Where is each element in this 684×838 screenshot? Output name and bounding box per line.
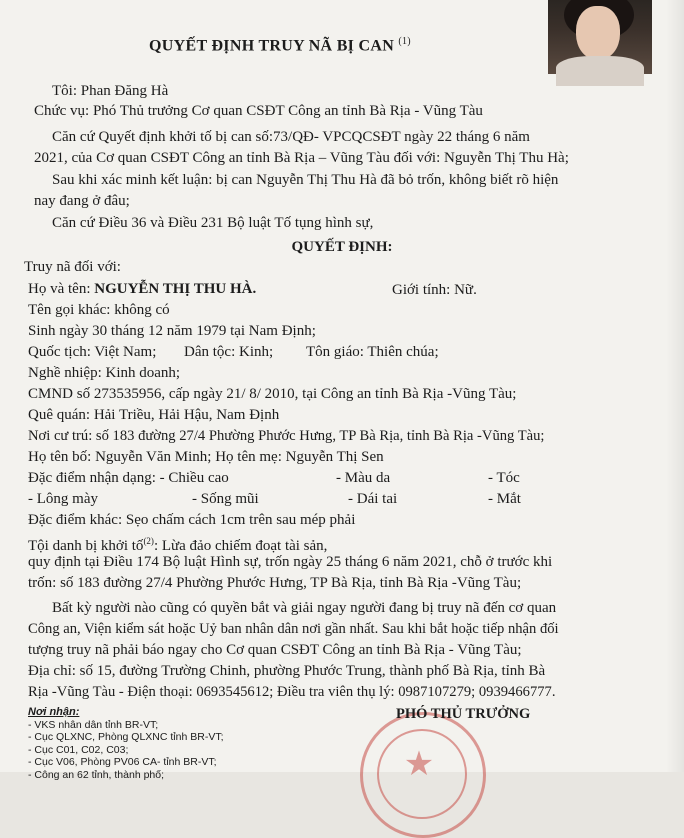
dac-diem-dai-tai: - Dái tai bbox=[348, 491, 398, 507]
quoc-tich: Quốc tịch: Việt Nam; bbox=[28, 344, 157, 360]
dac-diem-khac: Đặc điểm khác: Sẹo chấm cách 1cm trên sau mép phải bbox=[28, 512, 356, 528]
dac-diem-chieu-cao: Đặc điểm nhận dạng: - Chiều cao bbox=[28, 470, 229, 486]
ten-goi-khac: Tên gọi khác: không có bbox=[28, 302, 170, 318]
document-title bbox=[0, 36, 560, 55]
bat-ky-b: Công an, Viện kiểm sát hoặc Uỷ ban nhân dân nơi gần nhất. Sau khi bắt hoặc tiếp nhận đối bbox=[28, 621, 559, 637]
dac-diem-long-may: - Lông mày bbox=[28, 491, 98, 507]
ho-ten-label: Họ và tên: bbox=[28, 281, 95, 297]
gioi-tinh: Giới tính: Nữ. bbox=[392, 282, 477, 298]
toi-danh-line bbox=[28, 532, 327, 555]
recipient-item: - Cục QLXNC, Phòng QLXNC tỉnh BR-VT; bbox=[28, 731, 224, 743]
toi-danh-footnote: (2) bbox=[143, 536, 154, 546]
dia-chi-a: Địa chỉ: số 15, đường Trường Chinh, phường Phước Trung, thành phố Bà Rịa, tỉnh Bà bbox=[28, 663, 546, 679]
dac-diem-mat: - Mắt bbox=[488, 491, 521, 507]
cha-me: Họ tên bố: Nguyễn Văn Minh; Họ tên mẹ: Nguyễn Thị Sen bbox=[28, 449, 384, 465]
dac-diem-song-mui: - Sống mũi bbox=[192, 491, 259, 507]
dan-toc: Dân tộc: Kinh; bbox=[184, 344, 274, 360]
title-text: QUYẾT ĐỊNH TRUY NÃ BỊ CAN bbox=[149, 37, 395, 55]
recipients-block bbox=[28, 706, 224, 781]
title-footnote: (1) bbox=[398, 36, 411, 47]
ho-ten-line bbox=[28, 280, 256, 298]
can-cu-1b: 2021, của Cơ quan CSĐT Công an tỉnh Bà Rịa – Vũng Tàu đối với: Nguyễn Thị Thu Hà; bbox=[34, 150, 569, 166]
can-cu-2: Căn cứ Điều 36 và Điều 231 Bộ luật Tố tụng hình sự, bbox=[52, 215, 374, 231]
decision-heading: QUYẾT ĐỊNH: bbox=[291, 239, 393, 255]
truy-na-line: Truy nã đối với: bbox=[24, 259, 121, 275]
recipient-item: - Cục V06, Phòng PV06 CA- tỉnh BR-VT; bbox=[28, 756, 217, 768]
xac-minh-b: nay đang ở đâu; bbox=[34, 193, 130, 209]
dac-diem-toc: - Tóc bbox=[488, 470, 520, 486]
signature-title: PHÓ THỦ TRƯỞNG bbox=[396, 706, 531, 722]
recipient-item: - VKS nhân dân tỉnh BR-VT; bbox=[28, 718, 159, 731]
can-cu-1a: Căn cứ Quyết định khởi tố bị can số:73/QĐ- VPCQCSĐT ngày 22 tháng 6 năm bbox=[52, 129, 530, 145]
suspect-photo bbox=[548, 0, 652, 74]
recipient-item: - Cục C01, C02, C03; bbox=[28, 743, 129, 756]
dac-diem-mau-da: - Màu da bbox=[336, 470, 391, 486]
official-stamp bbox=[360, 712, 486, 838]
nghe-nghiep: Nghề nhiệp: Kinh doanh; bbox=[28, 365, 181, 381]
toi-line: Tôi: Phan Đăng Hà bbox=[52, 83, 169, 99]
chuc-vu-line: Chức vụ: Phó Thủ trưởng Cơ quan CSĐT Công an tỉnh Bà Rịa - Vũng Tàu bbox=[34, 103, 483, 119]
bat-ky-a: Bất kỳ người nào cũng có quyền bắt và giải ngay người đang bị truy nã đến cơ quan bbox=[52, 600, 557, 616]
xac-minh-a: Sau khi xác minh kết luận: bị can Nguyễn Thị Thu Hà đã bỏ trốn, không biết rõ hiện bbox=[52, 172, 559, 188]
photo-face bbox=[576, 6, 620, 60]
cmnd-line: CMND số 273535956, cấp ngày 21/ 8/ 2010, tại Công an tỉnh Bà Rịa -Vũng Tàu; bbox=[28, 386, 517, 402]
toi-danh-value: : Lừa đảo chiếm đoạt tài sản, bbox=[153, 538, 328, 554]
photo-shirt bbox=[556, 56, 644, 86]
page-shadow bbox=[666, 0, 684, 772]
sinh-line: Sinh ngày 30 tháng 12 năm 1979 tại Nam Định; bbox=[28, 323, 316, 339]
bat-ky-c: tượng truy nã phải báo ngay cho Cơ quan CSĐT Công an tỉnh Bà Rịa - Vũng Tàu; bbox=[28, 642, 522, 658]
dia-chi-b: Rịa -Vũng Tàu - Điện thoại: 0693545612; Điều tra viên thụ lý: 0987107279; 0939466777. bbox=[28, 684, 556, 700]
recipient-item: - Công an 62 tỉnh, thành phố; bbox=[28, 768, 165, 781]
ton-giao: Tôn giáo: Thiên chúa; bbox=[306, 344, 439, 360]
stamp-star-icon: ★ bbox=[403, 746, 435, 783]
toi-danh-label: Tội danh bị khởi tố bbox=[28, 538, 144, 554]
quy-dinh-a: quy định tại Điều 174 Bộ luật Hình sự, trốn ngày 25 tháng 6 năm 2021, chỗ ở trước khi bbox=[28, 554, 553, 570]
ho-ten-value: NGUYỄN THỊ THU HÀ. bbox=[94, 281, 257, 297]
que-quan: Quê quán: Hải Triều, Hải Hậu, Nam Định bbox=[28, 407, 280, 423]
noi-cu-tru: Nơi cư trú: số 183 đường 27/4 Phường Phước Hưng, TP Bà Rịa, tỉnh Bà Rịa -Vũng Tàu; bbox=[28, 428, 545, 444]
recipients-heading: Nơi nhận: bbox=[28, 706, 80, 718]
quy-dinh-b: trốn: số 183 đường 27/4 Phường Phước Hưng, TP Bà Rịa, tỉnh Bà Rịa -Vũng Tàu; bbox=[28, 575, 522, 591]
